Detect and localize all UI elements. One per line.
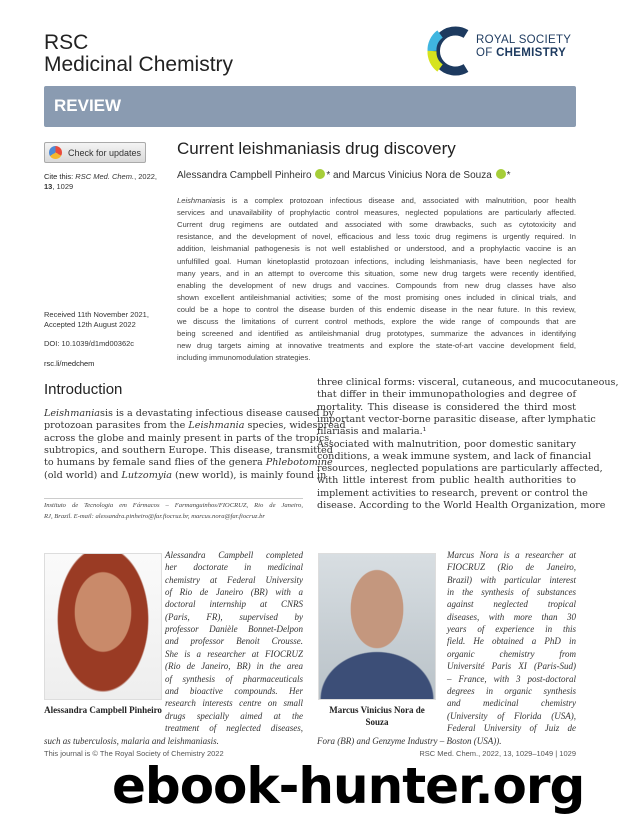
author-1[interactable]: Alessandra Campbell Pinheiro	[177, 170, 312, 181]
text-line: Leishmaniasis is a complex protozoan infectious disease and, associated with malnutrition, poor health	[177, 196, 576, 205]
journal-name	[44, 32, 233, 76]
watermark: ebook-hunter.org	[112, 757, 585, 815]
text-line: (Rio de Janeiro, BR) in the area	[165, 661, 303, 672]
text-line: unfulfilled goal. Human kinetoplastid protozoan infections, including leishmaniasis, have been neglected for	[177, 256, 576, 266]
orcid-icon[interactable]	[315, 169, 325, 179]
article-type: REVIEW	[54, 96, 122, 115]
text-line: across the globe and mainly present in parts of the tropics,	[44, 432, 333, 444]
text-line: FIOCRUZ (Rio de Janeiro,	[447, 562, 576, 573]
text-line: and professor Benoit Crousse.	[165, 636, 303, 647]
text-line: protozoan parasites from the Leishmania species, widespread	[44, 420, 346, 432]
text-line: mortality. This disease is considered the third most	[317, 401, 576, 413]
received-date: Received 11th November 2021,	[44, 310, 149, 319]
doi[interactable]: DOI: 10.1039/d1md00362c	[44, 339, 135, 348]
footnote-divider	[44, 498, 303, 499]
publisher-line-1: ROYAL SOCIETY	[476, 34, 572, 46]
text-line: Current drug regimens are outdated and associated with some drawbacks, such as cytotoxicity and	[177, 220, 576, 230]
text-line: resources, neglected populations are particularly affected,	[317, 463, 603, 475]
rsc-logo	[428, 26, 578, 76]
text-line: (old world) and Lutzomyia (new world), is mainly found in	[44, 469, 327, 481]
text-line: years of experience in this	[447, 624, 576, 635]
text-line: Federal University of Juiz de	[447, 722, 576, 733]
text-line: disease. According to the World Health Organization, more	[317, 500, 606, 511]
cite-label: Cite this:	[44, 172, 74, 181]
publisher-bold: CHEMISTRY	[496, 47, 567, 59]
text-line: enabling the development of new drugs and vaccines. Compounds from new drug classes have also	[177, 280, 576, 290]
author-2[interactable]: Marcus Vinicius Nora de Souza	[352, 170, 492, 181]
text-line: shown excellent antileishmanial activities; some of the most promising ones included in clinical trials, and	[177, 292, 576, 302]
cite-journal: RSC Med. Chem.	[75, 172, 135, 181]
accepted-date: Accepted 12th August 2022	[44, 320, 136, 329]
photo-caption-souza: Marcus Vinicius Nora de Souza	[329, 705, 425, 727]
footer-copyright: This journal is © The Royal Society of Chemistry 2022	[44, 749, 224, 758]
text-line: we discuss the limitations of current control methods, explore the wide range of compounds that are	[177, 317, 576, 326]
crossmark-icon	[49, 146, 62, 159]
text-line: new drug targets aiming at innovative treatments and explore the state-of-art vaccine development field,	[177, 341, 576, 351]
text-line: doctoral internship at CNRS	[165, 599, 303, 610]
text-line: professor Danièle Bonnet-Delpon	[165, 624, 303, 635]
text-line: important vector-borne parasitic disease, after lymphatic	[317, 413, 596, 425]
text-line: being screened and identified as antileishmanial drug prototypes, summarize the advances in identifying	[177, 329, 576, 339]
article-type-banner	[44, 86, 576, 127]
text-line: in the synthesis of substances	[447, 587, 576, 598]
orcid-icon[interactable]	[496, 169, 506, 179]
text-line: subtropics, and southern Europe. This disease, transmitted	[44, 444, 333, 456]
publisher-name	[476, 34, 571, 60]
text-line: resistance, and the development of novel, efficacious and less toxic drug regimens is urgently required. In	[177, 232, 576, 242]
author-photo-pinheiro	[44, 553, 162, 700]
text-line: including immunomodulation strategies.	[177, 353, 311, 363]
text-line: (University of Florida (USA),	[447, 710, 576, 721]
text-line: She is a researcher at FIOCRUZ	[165, 648, 303, 659]
text-line: RJ, Brazil. E-mail: alessandra.pinheiro@far.fiocruz.br, marcus.nora@far.fiocruz.br	[44, 513, 265, 520]
journal-link[interactable]: rsc.li/medchem	[44, 359, 95, 368]
text-line: research interests centre on small	[165, 698, 303, 709]
text-line: filariasis and malaria.¹	[317, 426, 427, 438]
text-line: organic chemistry from	[447, 648, 576, 659]
text-line: with little interest from public health authorities to	[317, 475, 576, 487]
article-title: Current leishmaniasis drug discovery	[177, 139, 456, 158]
text-line: (Paris, FR), supervised by	[165, 611, 303, 622]
text-line: and bioactive compounds. Her	[165, 685, 303, 696]
text-line: Marcus Nora is a researcher at	[447, 550, 576, 560]
text-line: conditions, a weak immune system, and lack of financial	[317, 450, 592, 462]
text-line: chemistry at Federal University	[165, 574, 303, 585]
check-for-updates-button[interactable]	[44, 142, 146, 163]
author-list	[177, 169, 510, 181]
text-line: Associated with malnutrition, poor domestic sanitary	[317, 438, 576, 450]
text-line: to humans by female sand flies of the genera Phlebotomine	[44, 457, 333, 469]
text-line: services and unavailability of prophylactic control measures, neglected populations are particularly affected.	[177, 208, 576, 218]
text-line: such as tuberculosis, malaria and leishmaniasis.	[44, 736, 219, 746]
text-line: could be a hope to control the disease burden of this endemic disease in the near future. In this review,	[177, 304, 576, 314]
photo-caption-pinheiro: Alessandra Campbell Pinheiro	[44, 705, 162, 715]
text-line: that differ in their immunopathologies and degree of	[317, 389, 576, 401]
text-line: implement activities to research, prevent or control the	[317, 487, 588, 499]
text-line: field. He obtained a PhD in	[447, 636, 576, 647]
text-line: Instituto de Tecnologia em Fármacos – Farmanguinhos/FIOCRUZ, Rio de Janeiro,	[44, 502, 303, 509]
text-line: – France, with 3 post-doctoral	[447, 673, 576, 684]
text-line: Alessandra Campbell completed	[165, 550, 303, 560]
text-line: of synthesis of pharmaceuticals	[165, 673, 303, 684]
cite-page: , 1029	[52, 182, 74, 191]
text-line: treatment of neglected diseases,	[165, 722, 303, 733]
text-line: of Rio de Janeiro (BR) with a	[165, 587, 303, 598]
rsc-logo-icon	[428, 26, 472, 76]
publisher-line-2	[476, 47, 571, 60]
text-line: Fora (BR) and Genzyme Industry – Boston (USA)).	[317, 736, 502, 746]
text-line: Leishmaniasis is a devastating infectious disease caused by	[44, 408, 335, 419]
text-line: diseases, with more than 30	[447, 611, 576, 622]
check-updates-label: Check for updates	[68, 148, 142, 158]
text-line: Brazil) with particular interest	[447, 574, 576, 585]
section-heading: Introduction	[44, 381, 123, 398]
text-line: many years, and in an attempt to overcome this situation, some new drug targets were recently identified,	[177, 268, 576, 278]
text-line: against neglected tropical	[447, 599, 576, 610]
citation	[44, 172, 164, 192]
cite-volume: 13	[44, 182, 53, 191]
text-line: addition, leishmanial pathogenesis is not well established or understood, and a prophylactic vaccine is an	[177, 244, 576, 254]
author-photo-souza	[318, 553, 436, 700]
text-line: three clinical forms: visceral, cutaneous, and mucocutaneous,	[317, 377, 619, 388]
text-line: her doctorate in medicinal	[165, 562, 303, 573]
footer-citation: RSC Med. Chem., 2022, 13, 1029–1049 | 1029	[419, 749, 576, 758]
publisher-prefix: OF	[476, 47, 497, 59]
corresponding-mark: *	[506, 170, 511, 181]
text-line: and medicinal chemistry	[447, 698, 576, 709]
author-separator: * and	[326, 170, 353, 181]
journal-line-2: Medicinal Chemistry	[44, 53, 234, 76]
cite-year: , 2022,	[134, 172, 157, 181]
text-line: drugs specially aimed at the	[165, 710, 303, 721]
text-line: Université Paris XI (Paris-Sud)	[447, 661, 576, 672]
journal-line-1: RSC	[44, 31, 89, 54]
text-line: degrees in organic synthesis	[447, 685, 576, 696]
